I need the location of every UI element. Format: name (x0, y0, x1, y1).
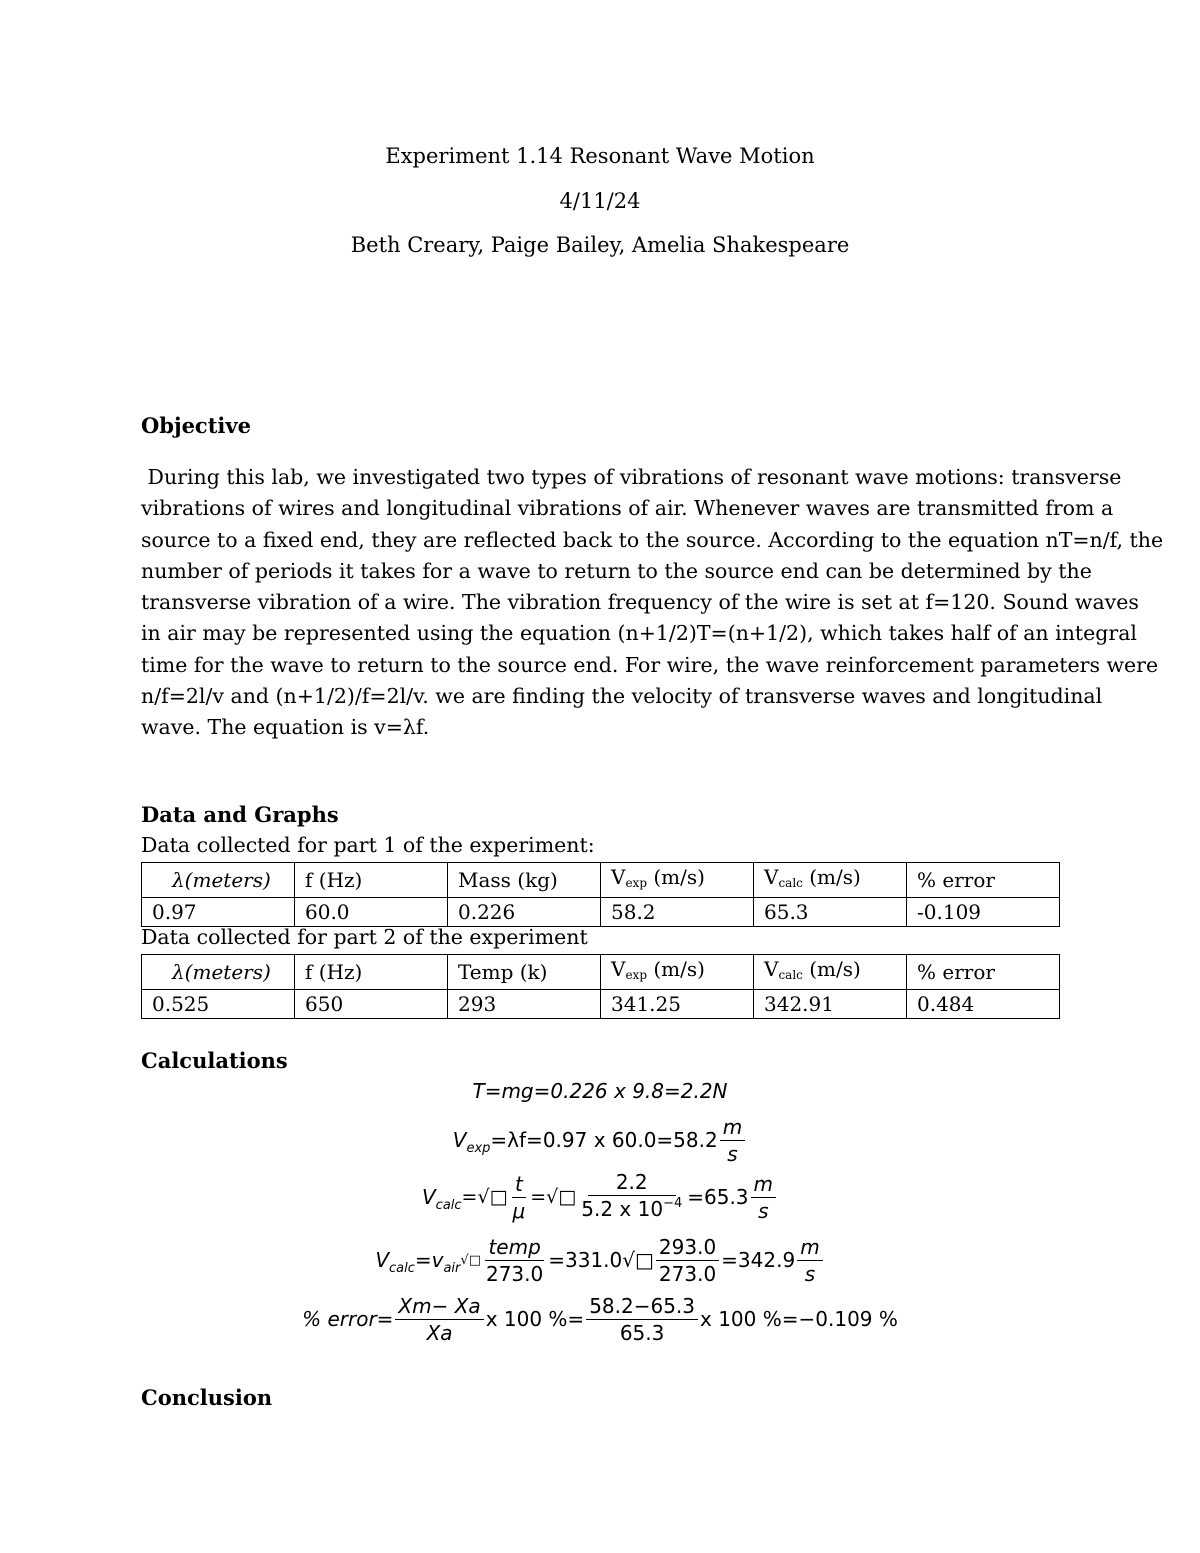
header-v-symbol: V (611, 865, 626, 889)
header-v-unit: (m/s) (802, 865, 861, 889)
fraction-denominator: s (758, 1198, 769, 1223)
fraction-numerator: 293.0 (656, 1235, 719, 1261)
fraction (395, 1294, 483, 1345)
eq-symbol: V (375, 1248, 389, 1272)
unit-fraction (751, 1172, 776, 1223)
objective-line: in air may be represented using the equation (n+1/2)T=(n+1/2), which takes half of an integral (141, 621, 1137, 646)
cell-mass: 0.226 (448, 898, 601, 927)
eq-subscript: calc (435, 1197, 462, 1213)
fraction-numerator: temp (485, 1235, 543, 1261)
eq-result: x 100 %=−0.109 % (700, 1307, 898, 1331)
header-v-subscript: exp (625, 876, 648, 890)
fraction (483, 1235, 546, 1286)
objective-line: During this lab, we investigated two types of vibrations of resonant wave motions: transverse (141, 465, 1122, 489)
cell-v-exp: 341.25 (601, 990, 754, 1019)
equation-v-exp (0, 1114, 1200, 1166)
cell-error: 0.484 (907, 990, 1060, 1019)
document-date: 4/11/24 (559, 189, 641, 213)
part2-table (141, 954, 1060, 1019)
fraction (586, 1294, 698, 1345)
part1-caption: Data collected for part 1 of the experiment: (141, 833, 595, 857)
unit-fraction (797, 1235, 822, 1286)
fraction-denominator: s (804, 1261, 816, 1286)
fraction-denominator (578, 1196, 685, 1225)
cell-v-calc: 65.3 (754, 898, 907, 927)
header-v-subscript: calc (778, 968, 803, 982)
fraction (578, 1170, 685, 1225)
header-error: % error (907, 955, 1060, 990)
part2-caption: Data collected for part 2 of the experiment (141, 925, 588, 949)
header-v-exp (601, 863, 754, 898)
cell-frequency: 650 (295, 990, 448, 1019)
fraction-numerator: m (797, 1235, 822, 1261)
eq-symbol: V (452, 1128, 467, 1152)
objective-line: number of periods it takes for a wave to return to the source end can be determined by the (141, 558, 1092, 583)
header-temp: Temp (k) (448, 955, 601, 990)
header-v-subscript: exp (625, 968, 648, 982)
table-row (142, 990, 1060, 1019)
sqrt-symbol: =√□ (461, 1186, 508, 1208)
table-header-row (142, 863, 1060, 898)
header-v-symbol: V (764, 957, 779, 981)
eq-text: % error= (302, 1307, 394, 1331)
fraction-denominator: s (727, 1141, 738, 1166)
part1-table (141, 862, 1060, 927)
cell-wavelength: 0.97 (142, 898, 295, 927)
header-error: % error (907, 863, 1060, 898)
fraction-numerator: m (720, 1115, 745, 1141)
eq-subscript: calc (389, 1260, 415, 1276)
header-wavelength: λ(meters) (142, 955, 295, 990)
header-v-symbol: V (764, 865, 779, 889)
fraction-denominator: μ (512, 1198, 526, 1223)
fraction-denominator: 273.0 (658, 1261, 717, 1286)
cell-v-calc: 342.91 (754, 990, 907, 1019)
equation-percent-error (0, 1292, 1200, 1346)
eq-symbol: T (472, 1079, 485, 1103)
conclusion-heading: Conclusion (141, 1385, 273, 1410)
header-v-unit: (m/s) (802, 957, 861, 981)
eq-text: =v (414, 1248, 444, 1272)
objective-line: transverse vibration of a wire. The vibration frequency of the wire is set at f=120. Sound waves (141, 590, 1139, 615)
equation-v-calc-wire (0, 1170, 1200, 1224)
objective-line: n/f=2l/v and (n+1/2)/f=2l/v. we are finding the velocity of transverse waves and longitudinal (141, 684, 1103, 709)
cell-error: -0.109 (907, 898, 1060, 927)
eq-result: =65.3 (687, 1185, 749, 1209)
cell-wavelength: 0.525 (142, 990, 295, 1019)
equation-v-calc-air (0, 1233, 1200, 1287)
document-authors: Beth Creary, Paige Bailey, Amelia Shakespeare (350, 233, 850, 257)
header-v-symbol: V (611, 957, 626, 981)
objective-line: time for the wave to return to the source end. For wire, the wave reinforcement parameters were (141, 652, 1159, 677)
table-row (142, 898, 1060, 927)
objective-line: wave. The equation is v=λf. (141, 715, 430, 740)
fraction-denominator: 65.3 (619, 1320, 665, 1345)
fraction-denominator: 273.0 (485, 1261, 544, 1286)
cell-frequency: 60.0 (295, 898, 448, 927)
unit-fraction (720, 1115, 745, 1166)
eq-subscript: exp (466, 1140, 491, 1156)
cell-temp: 293 (448, 990, 601, 1019)
objective-heading: Objective (141, 413, 251, 438)
fraction-numerator: Xm− Xa (395, 1294, 483, 1320)
fraction-numerator: m (751, 1172, 776, 1198)
header-v-unit: (m/s) (647, 865, 705, 889)
table-header-row (142, 955, 1060, 990)
eq-subscript: air (443, 1260, 461, 1276)
document-title: Experiment 1.14 Resonant Wave Motion (385, 144, 815, 168)
equation-tension (0, 1077, 1200, 1105)
eq-result: =342.9 (721, 1248, 796, 1272)
header-mass: Mass (kg) (448, 863, 601, 898)
data-heading: Data and Graphs (141, 802, 339, 827)
objective-paragraph (141, 462, 1164, 744)
fraction (656, 1235, 719, 1286)
calculations-heading: Calculations (141, 1048, 288, 1073)
header-v-unit: (m/s) (647, 957, 705, 981)
header-v-calc (754, 955, 907, 990)
eq-text: =331.0√□ (548, 1248, 654, 1272)
eq-text: =mg=0.226 x 9.8=2.2N (484, 1079, 728, 1103)
objective-line: source to a fixed end, they are reflected back to the source. According to the equation nT=n/f, the (141, 527, 1164, 552)
sqrt-symbol: =√□ (530, 1186, 577, 1208)
sqrt-symbol: √□ (460, 1252, 481, 1268)
cell-v-exp: 58.2 (601, 898, 754, 927)
denominator-base: 5.2 x 10 (581, 1196, 664, 1221)
fraction-denominator: Xa (426, 1320, 453, 1345)
objective-line: vibrations of wires and longitudinal vibrations of air. Whenever waves are transmitted from a (141, 496, 1114, 521)
header-frequency: f (Hz) (295, 863, 448, 898)
header-v-exp (601, 955, 754, 990)
fraction-numerator: t (512, 1172, 526, 1198)
eq-symbol: V (421, 1185, 436, 1209)
header-v-subscript: calc (778, 876, 803, 890)
fraction-numerator: 2.2 (588, 1170, 676, 1196)
eq-text: =λf=0.97 x 60.0=58.2 (490, 1128, 718, 1152)
fraction (510, 1172, 529, 1223)
header-frequency: f (Hz) (295, 955, 448, 990)
header-wavelength: λ(meters) (142, 863, 295, 898)
fraction-numerator: 58.2−65.3 (586, 1294, 698, 1320)
header-v-calc (754, 863, 907, 898)
exponent: −4 (663, 1195, 683, 1211)
eq-text: x 100 %= (485, 1307, 585, 1331)
